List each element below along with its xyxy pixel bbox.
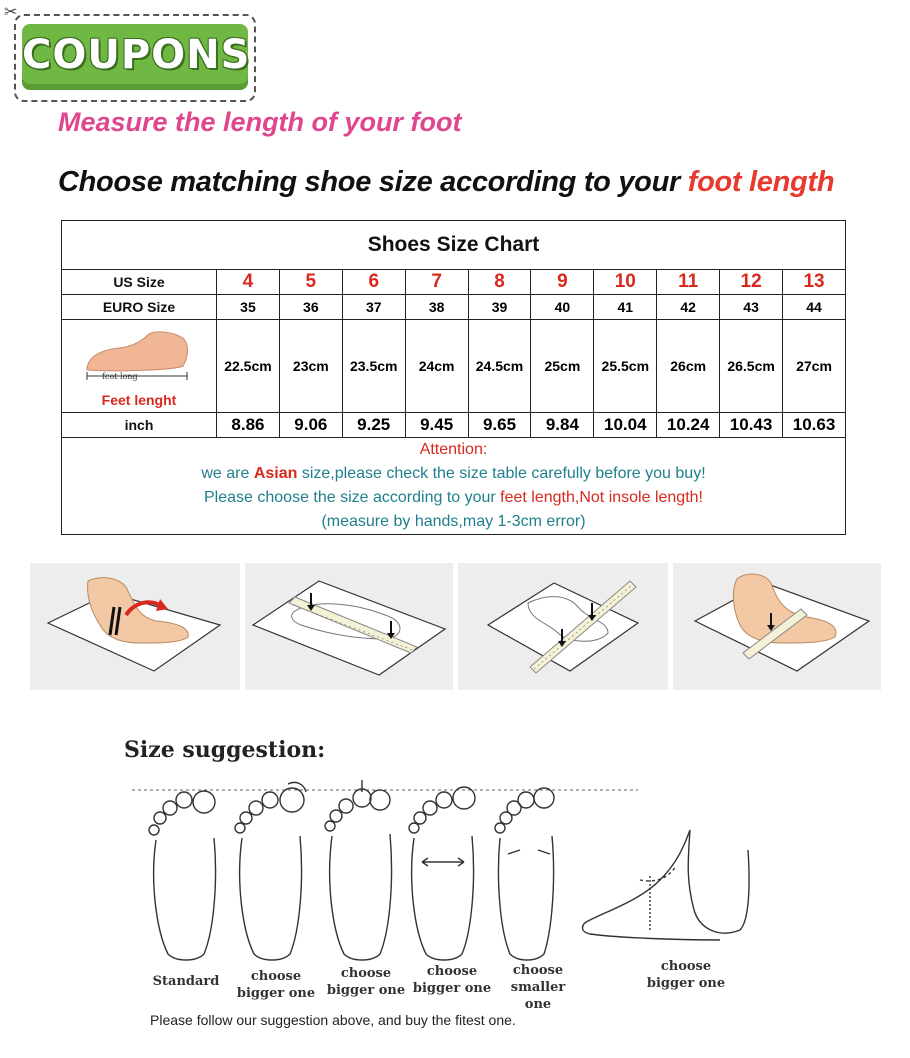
foot-length-inch-cell: 10.43 [720, 413, 783, 438]
foot-length-cm-cell: 25cm [531, 320, 594, 413]
euro-size-cell: 44 [783, 295, 846, 320]
euro-size-cell: 42 [657, 295, 720, 320]
us-size-row [62, 270, 846, 295]
bigger-foot-icon-1 [235, 782, 306, 960]
euro-size-label: EURO Size [62, 295, 217, 320]
standard-foot-icon [149, 791, 216, 960]
attention-cell [62, 438, 846, 535]
foot-length-inch-cell: 8.86 [217, 413, 280, 438]
attention-row [62, 438, 846, 535]
euro-size-cell: 35 [217, 295, 280, 320]
high-instep-foot-icon [583, 830, 750, 940]
bigger-foot-icon-3 [409, 787, 475, 960]
foot-length-inch-cell: 10.63 [783, 413, 846, 438]
us-size-cell: 6 [342, 270, 405, 295]
foot-length-cm-cell: 23.5cm [342, 320, 405, 413]
attention-line-2-prefix: Please choose the size according to your [204, 489, 501, 506]
measure-step-4-image [673, 563, 881, 690]
foot-length-cm-cell: 26.5cm [720, 320, 783, 413]
foot-length-cm-cell: 27cm [783, 320, 846, 413]
foot-long-label: fcot long [102, 372, 138, 381]
euro-size-cell: 43 [720, 295, 783, 320]
us-size-cell: 9 [531, 270, 594, 295]
foot-length-cm-cell: 24.5cm [468, 320, 531, 413]
scissors-icon: ✂ [4, 4, 18, 21]
table-title-row [62, 221, 846, 270]
foot-length-inch-cell: 9.06 [279, 413, 342, 438]
foot-length-cm-cell: 23cm [279, 320, 342, 413]
smaller-foot-icon [495, 788, 554, 960]
heading-measure: Measure the length of your foot [58, 107, 462, 137]
foot-length-cm-cell: 26cm [657, 320, 720, 413]
foot-length-cm-cell: 24cm [405, 320, 468, 413]
foot-length-inch-cell: 9.84 [531, 413, 594, 438]
foot-length-cm-cell: 22.5cm [217, 320, 280, 413]
attention-line-1 [62, 462, 845, 486]
measure-step-1-image [30, 563, 240, 690]
attention-line-2 [62, 486, 845, 510]
foot-side-icon [79, 326, 199, 386]
euro-size-cell: 37 [342, 295, 405, 320]
foot-length-inch-cell: 10.24 [657, 413, 720, 438]
foot-length-inch-cell: 9.45 [405, 413, 468, 438]
caption-bigger-1: choose bigger one [236, 969, 316, 1001]
attention-asian: Asian [253, 465, 298, 482]
heading-choose-text: Choose matching shoe size according to your [58, 166, 688, 198]
us-size-cell: 10 [594, 270, 657, 295]
heading-choose [58, 166, 834, 199]
us-size-cell: 4 [217, 270, 280, 295]
feet-length-label: Feet lenght [101, 392, 177, 408]
us-size-cell: 8 [468, 270, 531, 295]
us-size-cell: 5 [279, 270, 342, 295]
attention-line-1-suffix: size,please check the size table carefully before you buy! [297, 465, 706, 482]
euro-size-row [62, 295, 846, 320]
inch-label: inch [62, 413, 217, 438]
us-size-cell: 12 [720, 270, 783, 295]
attention-title: Attention: [419, 441, 488, 458]
caption-standard: Standard [152, 974, 220, 989]
size-suggestion-title: Size suggestion: [124, 737, 326, 763]
attention-line-3: (measure by hands,may 1-3cm error) [321, 513, 586, 530]
caption-bigger-3: choose bigger one [412, 964, 492, 996]
heading-choose-highlight: foot length [687, 166, 835, 198]
foot-length-cm-cell: 25.5cm [594, 320, 657, 413]
us-size-cell: 7 [405, 270, 468, 295]
coupon-label: COUPONS [22, 32, 251, 78]
size-chart-table [61, 220, 846, 535]
foot-length-inch-cell: 10.04 [594, 413, 657, 438]
measure-step-2-image [245, 563, 453, 690]
bigger-foot-icon-2 [325, 780, 392, 960]
euro-size-cell: 38 [405, 295, 468, 320]
us-size-label: US Size [62, 270, 217, 295]
chart-title: Shoes Size Chart [62, 221, 846, 270]
inch-row [62, 413, 846, 438]
us-size-cell: 11 [657, 270, 720, 295]
euro-size-cell: 40 [531, 295, 594, 320]
attention-line-1-prefix: we are [201, 465, 254, 482]
foot-length-inch-cell: 9.25 [342, 413, 405, 438]
caption-bigger-4: choose bigger one [646, 959, 726, 991]
measure-step-3-image [458, 563, 668, 690]
footer-note: Please follow our suggestion above, and buy the fitest one. [150, 1012, 516, 1028]
euro-size-cell: 39 [468, 295, 531, 320]
euro-size-cell: 41 [594, 295, 657, 320]
attention-feet-length: feet length,Not insole length! [500, 489, 703, 506]
coupon-badge-frame[interactable] [14, 14, 256, 102]
euro-size-cell: 36 [279, 295, 342, 320]
us-size-cell: 13 [783, 270, 846, 295]
foot-length-label-cell [62, 320, 217, 413]
foot-length-row [62, 320, 846, 413]
foot-suggestion-illustration [120, 770, 770, 970]
caption-smaller: choose smaller one [510, 963, 566, 1012]
foot-length-inch-cell: 9.65 [468, 413, 531, 438]
coupon-badge[interactable] [22, 24, 251, 90]
caption-bigger-2: choose bigger one [326, 966, 406, 998]
